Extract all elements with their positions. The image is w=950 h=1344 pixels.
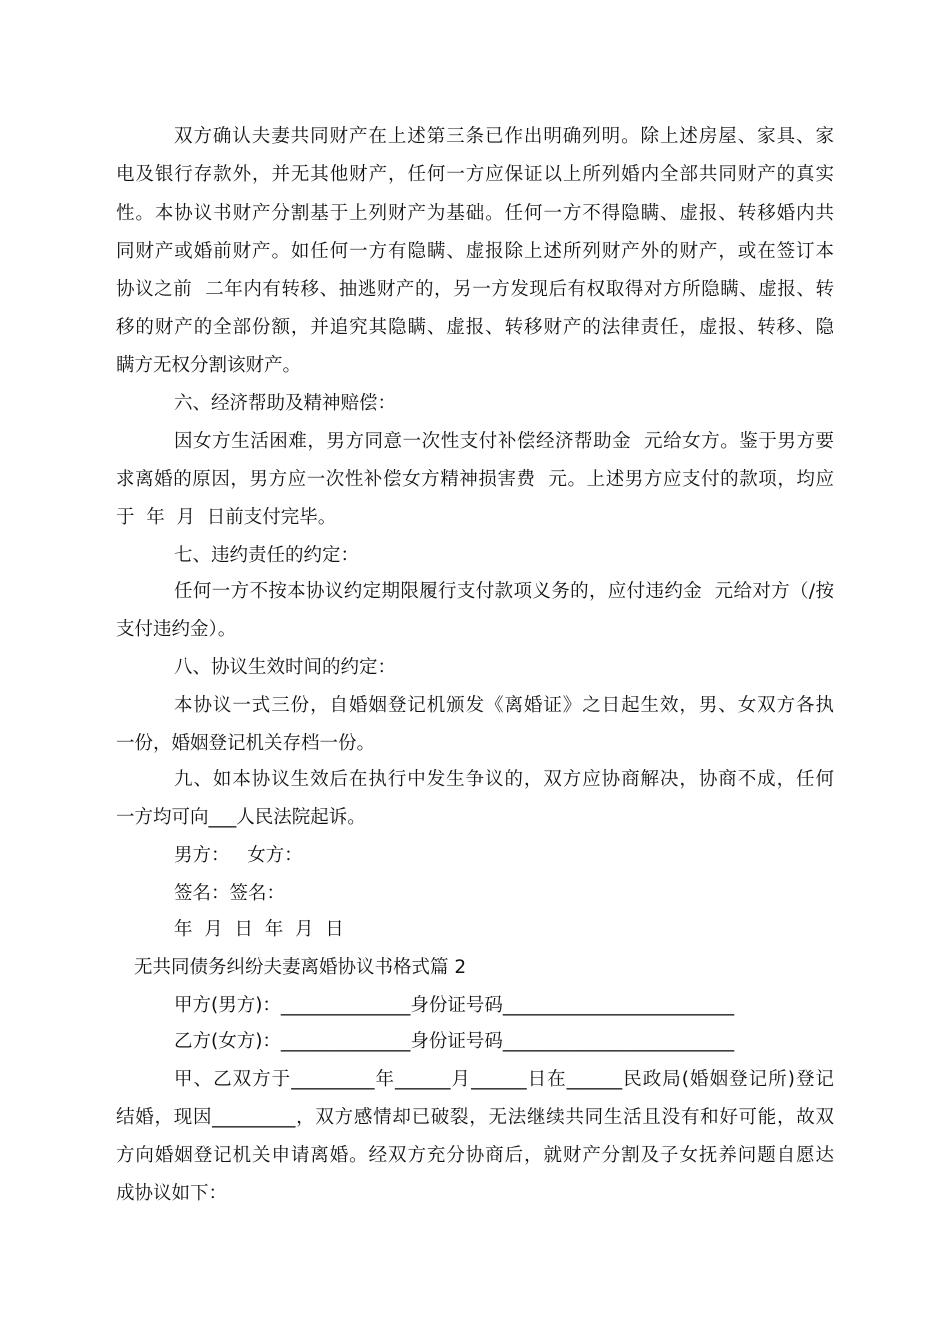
paragraph-line: 于 年 月 日前支付完毕。	[116, 507, 337, 528]
signature-dates: 年 月 日 年 月 日	[174, 919, 344, 940]
paragraph-line: 本协议一式三份，自婚姻登记机颁发《离婚证》之日起生效，男、女双方各执	[174, 695, 834, 716]
section-heading: 六、经济帮助及精神赔偿：	[174, 393, 397, 414]
paragraph-line: 同财产或婚前财产。如任何一方有隐瞒、虚报除上述所列财产外的财产，或在签订本	[116, 241, 834, 262]
paragraph-line: 性。本协议书财产分割基于上列财产为基础。任何一方不得隐瞒、虚报、转移婚内共	[116, 203, 834, 224]
paragraph-line: 结婚，现因_________，双方感情却已破裂，无法继续共同生活且没有和好可能，故双	[116, 1107, 834, 1128]
paragraph-line: 一份，婚姻登记机关存档一份。	[116, 733, 376, 754]
paragraph-line: 任何一方不按本协议约定期限履行支付款项义务的，应付违约金 元给对方（/按	[174, 581, 834, 602]
party-a-line: 甲方(男方)：______________身份证号码_________________________	[174, 995, 735, 1016]
paragraph-line: 求离婚的原因，男方应一次性补偿女方精神损害费 元。上述男方应支付的款项，均应	[116, 469, 834, 490]
paragraph-line: 一方均可向___人民法院起诉。	[116, 807, 366, 828]
paragraph-line: 支付违约金）。	[116, 619, 237, 640]
paragraph-line: 方向婚姻登记机关申请离婚。经双方充分协商后，就财产分割及子女抚养问题自愿达	[116, 1145, 834, 1166]
paragraph-line: 协议之前 二年内有转移、抽逃财产的，另一方发现后有权取得对方所隐瞒、虚报、转	[116, 279, 834, 300]
signature-names: 签名：签名：	[174, 883, 286, 904]
paragraph-line: 电及银行存款外，并无其他财产，任何一方应保证以上所列婚内全部共同财产的真实	[116, 164, 834, 185]
paragraph-line: 因女方生活困难，男方同意一次性支付补偿经济帮助金 元给女方。鉴于男方要	[174, 431, 834, 452]
section-heading: 八、协议生效时间的约定：	[174, 657, 397, 678]
paragraph-line: 九、如本协议生效后在执行中发生争议的，双方应协商解决，协商不成，任何	[174, 769, 834, 790]
paragraph-line: 双方确认夫妻共同财产在上述第三条已作出明确列明。除上述房屋、家具、家	[174, 126, 834, 147]
paragraph-line: 瞒方无权分割该财产。	[116, 355, 302, 376]
paragraph-line: 成协议如下：	[116, 1183, 228, 1204]
section-title: 无共同债务纠纷夫妻离婚协议书格式篇 2	[134, 957, 467, 978]
paragraph-line: 甲、乙双方于_________年______月______日在______民政局(婚姻登记所)登记	[174, 1069, 834, 1090]
section-heading: 七、违约责任的约定：	[174, 545, 360, 566]
party-b-line: 乙方(女方)：______________身份证号码_________________________	[174, 1031, 735, 1052]
paragraph-line: 移的财产的全部份额，并追究其隐瞒、虚报、转移财产的法律责任，虚报、转移、隐	[116, 317, 834, 338]
signature-parties: 男方： 女方：	[174, 845, 303, 866]
